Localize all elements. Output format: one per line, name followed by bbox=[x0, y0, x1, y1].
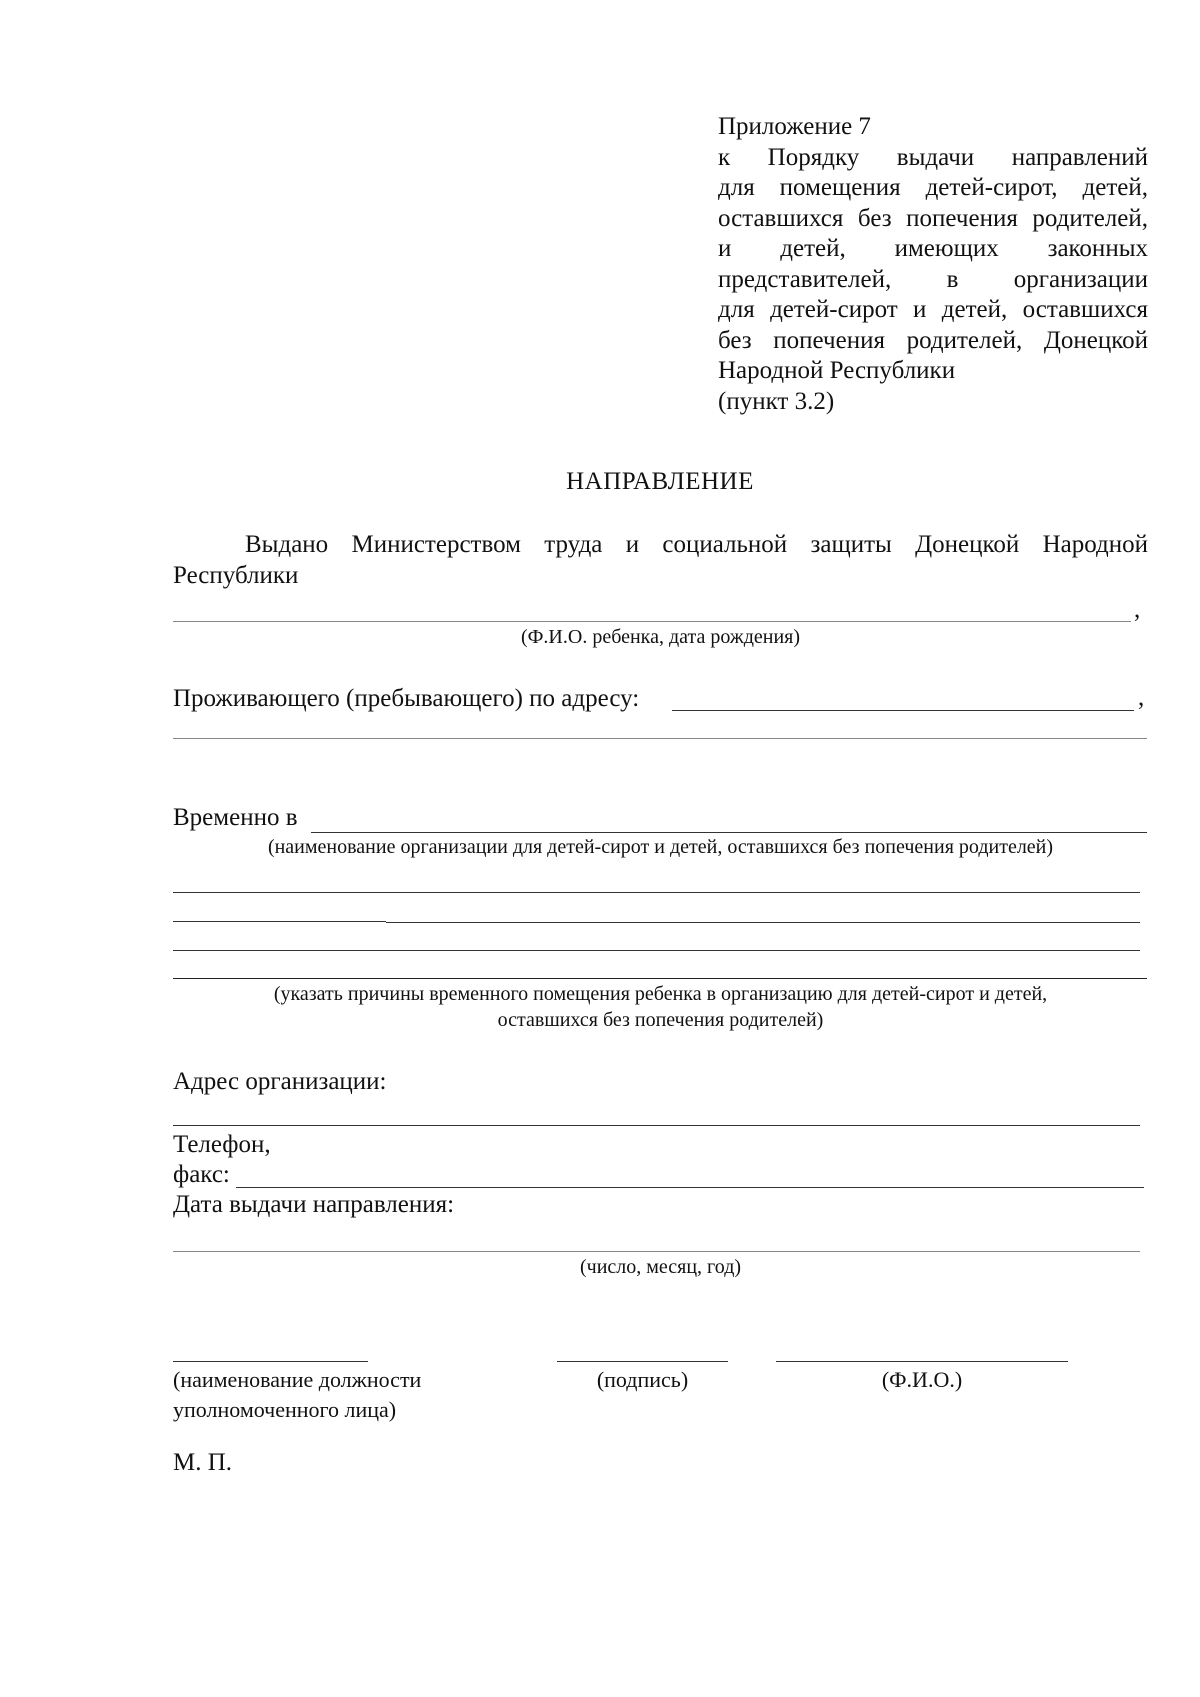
issued-by-paragraph bbox=[173, 529, 1148, 591]
issue-date-line[interactable] bbox=[173, 1251, 1140, 1252]
residence-line-2[interactable] bbox=[173, 738, 1147, 739]
issued-by-line: Выдано Министерством труда и социальной защиты Донецкой Народной bbox=[245, 531, 1148, 558]
reason-line[interactable] bbox=[173, 921, 386, 922]
appendix-text-line: для помещения детей-сирот, детей, bbox=[718, 174, 1148, 201]
appendix-block bbox=[718, 112, 1148, 417]
issue-date-label: Дата выдачи направления: bbox=[173, 1191, 455, 1218]
reason-caption-line: (указать причины временного помещения ребенка в организацию для детей-сирот и детей, bbox=[273, 983, 1048, 1005]
fax-label: факс: bbox=[173, 1161, 230, 1188]
child-name-comma: , bbox=[1134, 596, 1141, 623]
signature-caption: (подпись) bbox=[596, 1367, 689, 1392]
appendix-text-line: и детей, имеющих законных bbox=[718, 235, 1148, 262]
document-title: НАПРАВЛЕНИЕ bbox=[566, 468, 754, 495]
org-address-label: Адрес организации: bbox=[173, 1068, 387, 1095]
appendix-text-line: Народной Республики bbox=[718, 357, 956, 384]
reason-caption-line: оставшихся без попечения родителей) bbox=[497, 1009, 824, 1031]
residence-label: Проживающего (пребывающего) по адресу: bbox=[173, 685, 640, 712]
issue-date-caption: (число, месяц, год) bbox=[579, 1256, 742, 1278]
temporary-org-line[interactable] bbox=[311, 832, 1147, 833]
full-name-caption: (Ф.И.О.) bbox=[881, 1367, 963, 1392]
residence-comma: , bbox=[1138, 684, 1145, 711]
child-name-line[interactable] bbox=[173, 621, 1131, 622]
position-signature-line[interactable] bbox=[173, 1361, 368, 1362]
full-name-line[interactable] bbox=[776, 1361, 1068, 1362]
phone-fax-line[interactable] bbox=[236, 1187, 1144, 1188]
temporary-org-caption: (наименование организации для детей-сирот и детей, оставшихся без попечения родителей) bbox=[267, 836, 1054, 858]
temporary-label: Временно в bbox=[173, 804, 298, 831]
child-name-caption: (Ф.И.О. ребенка, дата рождения) bbox=[520, 626, 801, 648]
org-address-line[interactable] bbox=[173, 1125, 1140, 1126]
reason-line[interactable] bbox=[173, 978, 1147, 979]
appendix-text-line: оставшихся без попечения родителей, bbox=[718, 204, 1148, 232]
appendix-text-line: для детей-сирот и детей, оставшихся bbox=[718, 296, 1148, 323]
phone-label: Телефон, bbox=[173, 1131, 271, 1158]
appendix-text-line: представителей, в организации bbox=[718, 265, 1148, 293]
position-caption-line: (наименование должности bbox=[173, 1367, 422, 1392]
reason-line[interactable] bbox=[386, 922, 1140, 923]
appendix-clause: (пункт 3.2) bbox=[718, 387, 835, 415]
stamp-place: М. П. bbox=[173, 1449, 233, 1476]
residence-line[interactable] bbox=[672, 710, 1134, 711]
reason-line[interactable] bbox=[173, 892, 1140, 893]
issued-by-line: Республики bbox=[173, 562, 299, 589]
appendix-text-line: без попечения родителей, Донецкой bbox=[718, 326, 1148, 354]
appendix-number: Приложение 7 bbox=[718, 113, 871, 140]
appendix-text-line: к Порядку выдачи направлений bbox=[718, 143, 1148, 171]
reason-line[interactable] bbox=[173, 950, 1140, 951]
signature-line[interactable] bbox=[557, 1361, 728, 1362]
position-caption-line: уполномоченного лица) bbox=[173, 1397, 397, 1422]
